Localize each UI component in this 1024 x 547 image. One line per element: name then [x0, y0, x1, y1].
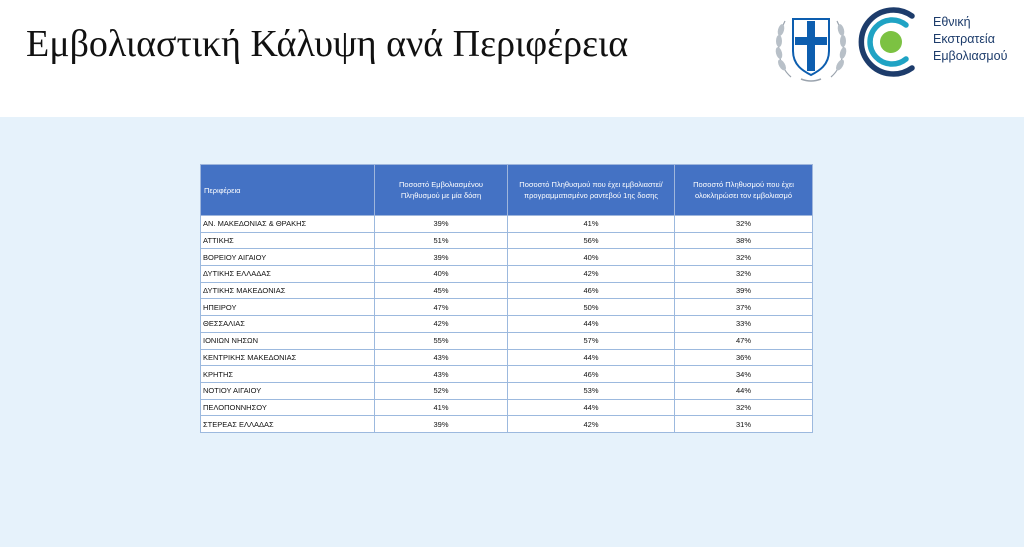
first-dose-scheduled-cell: 42%	[508, 416, 675, 433]
column-header-completed: Ποσοστό Πληθυσμού που έχει ολοκληρώσει τον εμβολιασμό	[675, 165, 813, 216]
vaccination-campaign-logo-icon	[856, 6, 926, 78]
region-cell: ΙΟΝΙΩΝ ΝΗΣΩΝ	[201, 332, 375, 349]
table-body	[201, 216, 813, 433]
one-dose-cell: 39%	[375, 416, 508, 433]
one-dose-cell: 39%	[375, 249, 508, 266]
region-cell: ΑΝ. ΜΑΚΕΔΟΝΙΑΣ & ΘΡΑΚΗΣ	[201, 216, 375, 233]
one-dose-cell: 43%	[375, 366, 508, 383]
region-cell: ΣΤΕΡΕΑΣ ΕΛΛΑΔΑΣ	[201, 416, 375, 433]
one-dose-cell: 52%	[375, 382, 508, 399]
first-dose-scheduled-cell: 40%	[508, 249, 675, 266]
region-cell: ΔΥΤΙΚΗΣ ΜΑΚΕΔΟΝΙΑΣ	[201, 282, 375, 299]
column-header-first-dose-scheduled: Ποσοστό Πληθυσμού που έχει εμβολιαστεί/προγραμματισμένο ραντεβού 1ης δοσης	[508, 165, 675, 216]
page-title: Εμβολιαστική Κάλυψη ανά Περιφέρεια	[26, 23, 629, 65]
region-cell: ΒΟΡΕΙΟΥ ΑΙΓΑΙΟΥ	[201, 249, 375, 266]
table-row	[201, 332, 813, 349]
completed-cell: 32%	[675, 399, 813, 416]
one-dose-cell: 47%	[375, 299, 508, 316]
completed-cell: 39%	[675, 282, 813, 299]
completed-cell: 31%	[675, 416, 813, 433]
vaccination-table	[200, 164, 812, 433]
table-row	[201, 399, 813, 416]
campaign-name	[933, 14, 1024, 65]
completed-cell: 32%	[675, 266, 813, 283]
table-row	[201, 249, 813, 266]
table-row	[201, 232, 813, 249]
first-dose-scheduled-cell: 44%	[508, 316, 675, 333]
one-dose-cell: 39%	[375, 216, 508, 233]
one-dose-cell: 42%	[375, 316, 508, 333]
one-dose-cell: 55%	[375, 332, 508, 349]
first-dose-scheduled-cell: 44%	[508, 349, 675, 366]
first-dose-scheduled-cell: 41%	[508, 216, 675, 233]
table-row	[201, 349, 813, 366]
table-row	[201, 416, 813, 433]
completed-cell: 33%	[675, 316, 813, 333]
first-dose-scheduled-cell: 44%	[508, 399, 675, 416]
one-dose-cell: 45%	[375, 282, 508, 299]
table-row	[201, 366, 813, 383]
region-cell: ΝΟΤΙΟΥ ΑΙΓΑΙΟΥ	[201, 382, 375, 399]
first-dose-scheduled-cell: 42%	[508, 266, 675, 283]
completed-cell: 32%	[675, 216, 813, 233]
completed-cell: 36%	[675, 349, 813, 366]
completed-cell: 44%	[675, 382, 813, 399]
region-cell: ΚΡΗΤΗΣ	[201, 366, 375, 383]
campaign-text-line: Εθνική	[933, 15, 971, 29]
first-dose-scheduled-cell: 53%	[508, 382, 675, 399]
one-dose-cell: 43%	[375, 349, 508, 366]
greek-coat-of-arms-icon	[771, 5, 851, 85]
completed-cell: 32%	[675, 249, 813, 266]
region-cell: ΑΤΤΙΚΗΣ	[201, 232, 375, 249]
column-header-region: Περιφέρεια	[201, 165, 375, 216]
completed-cell: 37%	[675, 299, 813, 316]
table-row	[201, 382, 813, 399]
completed-cell: 47%	[675, 332, 813, 349]
region-cell: ΘΕΣΣΑΛΙΑΣ	[201, 316, 375, 333]
table-row	[201, 282, 813, 299]
table-row	[201, 266, 813, 283]
region-cell: ΔΥΤΙΚΗΣ ΕΛΛΑΔΑΣ	[201, 266, 375, 283]
first-dose-scheduled-cell: 46%	[508, 366, 675, 383]
table-row	[201, 216, 813, 233]
table-row	[201, 316, 813, 333]
table-header-row	[201, 165, 813, 216]
one-dose-cell: 40%	[375, 266, 508, 283]
first-dose-scheduled-cell: 57%	[508, 332, 675, 349]
table-row	[201, 299, 813, 316]
campaign-text-line: Εμβολιασμού	[933, 49, 1008, 63]
first-dose-scheduled-cell: 50%	[508, 299, 675, 316]
completed-cell: 34%	[675, 366, 813, 383]
one-dose-cell: 51%	[375, 232, 508, 249]
region-cell: ΠΕΛΟΠΟΝΝΗΣΟΥ	[201, 399, 375, 416]
column-header-one-dose: Ποσοστό Εμβολιασμένου Πληθυσμού με μία δόση	[375, 165, 508, 216]
campaign-text-line: Εκστρατεία	[933, 32, 995, 46]
one-dose-cell: 41%	[375, 399, 508, 416]
region-cell: ΗΠΕΙΡΟΥ	[201, 299, 375, 316]
first-dose-scheduled-cell: 56%	[508, 232, 675, 249]
region-cell: ΚΕΝΤΡΙΚΗΣ ΜΑΚΕΔΟΝΙΑΣ	[201, 349, 375, 366]
first-dose-scheduled-cell: 46%	[508, 282, 675, 299]
completed-cell: 38%	[675, 232, 813, 249]
